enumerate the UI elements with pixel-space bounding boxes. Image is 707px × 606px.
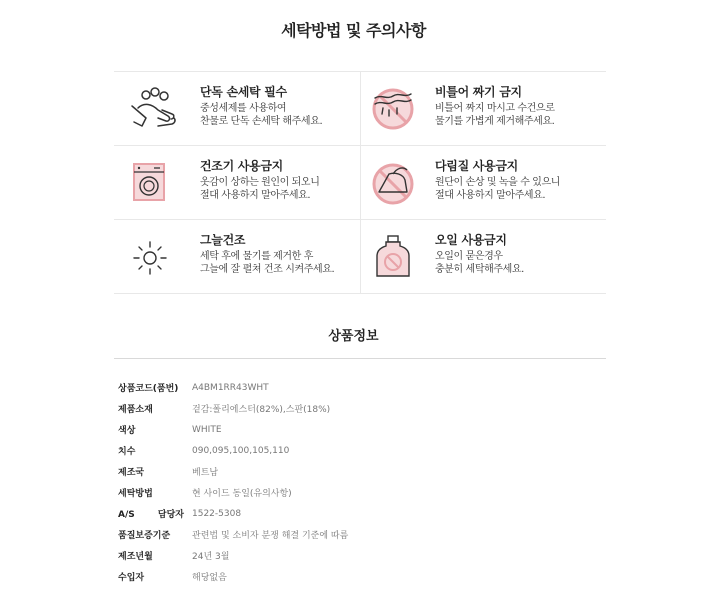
care-item-desc: 원단이 손상 및 녹을 수 있으니 절대 사용하지 말아주세요.	[435, 177, 561, 201]
product-info-title: 상품정보	[328, 329, 379, 344]
no-wring-icon	[369, 86, 421, 132]
shade-dry-icon	[128, 234, 180, 280]
product-info-table	[118, 377, 348, 587]
info-row	[118, 545, 348, 566]
info-value: 현 사이드 동일(유의사항)	[192, 489, 292, 499]
care-item-no-wring	[360, 72, 606, 145]
care-item-desc: 세탁 후에 물기를 제거한 후 그늘에 잘 펼쳐 건조 시켜주세요.	[200, 251, 335, 275]
info-label: 품질보증기준	[118, 531, 171, 541]
info-row	[118, 440, 348, 461]
info-label: 제품소재	[118, 405, 153, 415]
info-row	[118, 566, 348, 587]
care-item-hand-wash	[114, 72, 360, 145]
info-label: A/S 담당자	[118, 510, 184, 520]
care-item-no-dryer	[114, 146, 360, 219]
info-row	[118, 503, 348, 524]
care-row	[114, 145, 606, 219]
info-label: 세탁방법	[118, 489, 153, 499]
info-label: 색상	[118, 426, 136, 436]
care-item-desc: 비틀어 짜지 마시고 수건으로 물기를 가볍게 제거해주세요.	[435, 103, 555, 127]
info-row	[118, 398, 348, 419]
care-item-shade-dry	[114, 220, 360, 293]
care-item-no-iron	[360, 146, 606, 219]
no-iron-icon	[369, 160, 421, 206]
care-item-title: 그늘건조	[200, 233, 246, 247]
care-item-desc: 중성세제를 사용하여 찬물로 단독 손세탁 해주세요.	[200, 103, 323, 127]
info-value: WHITE	[192, 424, 222, 435]
care-item-desc: 오일이 묻은경우 충분히 세탁해주세요.	[435, 251, 524, 275]
info-row	[118, 482, 348, 503]
info-label: 제조국	[118, 468, 145, 478]
no-oil-icon	[369, 234, 421, 280]
info-row	[118, 461, 348, 482]
info-value: 관련법 및 소비자 분쟁 해결 기준에 따름	[192, 531, 349, 541]
care-item-no-oil	[360, 220, 606, 293]
info-value: 1522-5308	[192, 508, 242, 519]
care-item-title: 건조기 사용금지	[200, 159, 283, 173]
info-row	[118, 419, 348, 440]
divider	[114, 358, 606, 359]
info-value: A4BM1RR43WHT	[192, 382, 269, 393]
info-value: 겉감:폴리에스터(82%),스판(18%)	[192, 405, 331, 415]
care-row	[114, 71, 606, 145]
info-label: 치수	[118, 447, 136, 457]
care-item-title: 오일 사용금지	[435, 233, 507, 247]
care-item-desc: 옷감이 상하는 원인이 되오니 절대 사용하지 말아주세요.	[200, 177, 320, 201]
info-row	[118, 524, 348, 545]
info-value: 베트남	[192, 468, 219, 478]
care-section-title: 세탁방법 및 주의사항	[281, 21, 426, 40]
info-value: 해당없음	[192, 573, 227, 583]
info-value: 090,095,100,105,110	[192, 445, 290, 456]
info-value: 24년 3월	[192, 552, 230, 562]
info-label: 수입자	[118, 573, 145, 583]
care-item-title: 다림질 사용금지	[435, 159, 518, 173]
care-item-title: 단독 손세탁 필수	[200, 85, 287, 99]
info-label: 상품코드(품번)	[118, 384, 179, 394]
no-dryer-icon	[128, 160, 180, 206]
care-instructions-grid	[114, 71, 606, 294]
care-item-title: 비틀어 짜기 금지	[435, 85, 522, 99]
care-row	[114, 219, 606, 294]
info-label: 제조년월	[118, 552, 153, 562]
info-row	[118, 377, 348, 398]
hand-wash-icon	[128, 86, 180, 132]
